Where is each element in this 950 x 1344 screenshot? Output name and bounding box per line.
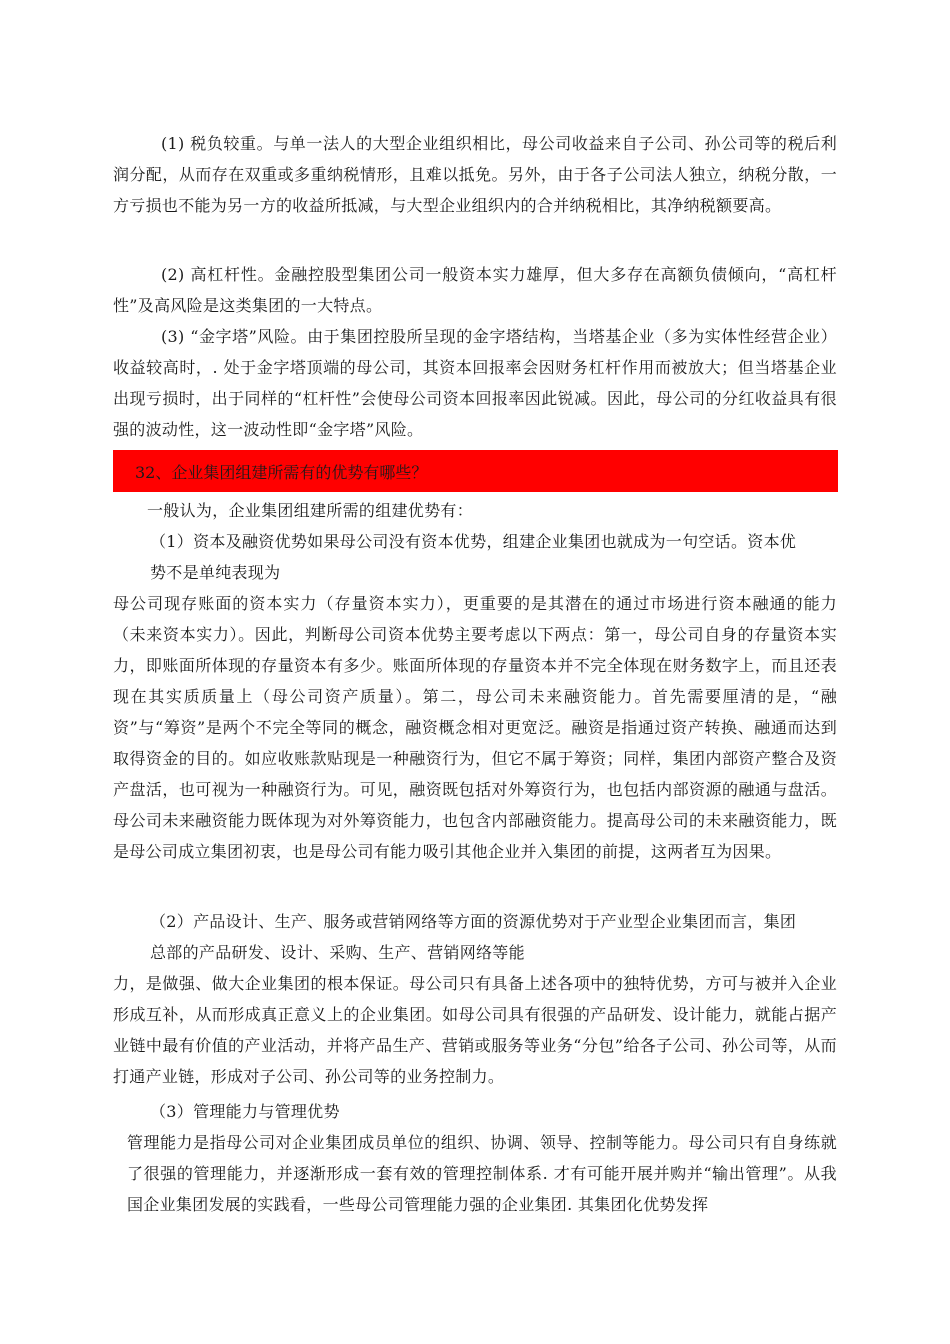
advantage-2-title-line: （2）产品设计、生产、服务或营销网络等方面的资源优势对于产业型企业集团而言，集团	[150, 912, 797, 931]
advantage-3-body: 管理能力是指母公司对企业集团成员单位的组织、协调、领导、控制等能力。母公司只有自身练就了很强的管理能力，并逐渐形成一套有效的管理控制体系. 才有可能开展并购并“输出管理”。从我国企业集团发展的实践看，一些母公司管理能力强的企业集团. 其集团化优势发挥	[127, 1133, 837, 1214]
advantage-3-title: （3）管理能力与管理优势	[150, 1102, 340, 1121]
section-heading: 32、企业集团组建所需有的优势有哪些？	[135, 463, 428, 482]
advantage-1-title-line-2: 势不是单纯表现为	[150, 563, 281, 582]
advantage-1-title-line: （1）资本及融资优势如果母公司没有资本优势，组建企业集团也就成为一句空话。资本优	[150, 532, 797, 551]
advantage-2-title-line-2: 总部的产品研发、设计、采购、生产、营销网络等能	[150, 943, 525, 962]
paragraph-tax-burden: (1) 税负较重。与单一法人的大型企业组织相比，母公司收益来自子公司、孙公司等的税后利润分配，从而存在双重或多重纳税情形，且难以抵免。另外，由于各子公司法人独立，纳税分散，一方亏损也不能为另一方的收益所抵减，与大型企业组织内的合并纳税相比，其净纳税额要高。	[113, 134, 837, 215]
intro-line: 一般认为，企业集团组建所需的组建优势有：	[147, 501, 474, 520]
advantage-1-body: 母公司现存账面的资本实力（存量资本实力），更重要的是其潜在的通过市场进行资本融通的能力（未来资本实力）。因此，判断母公司资本优势主要考虑以下两点：第一，母公司自身的存量资本实力，即账面所体现的存量资本有多少。账面所体现的存量资本并不完全体现在财务数字上，而且还表现在其实质质量上（母公司资产质量）。第二，母公司未来融资能力。首先需要厘清的是，“融资”与“筹资”是两个不完全等同的概念，融资概念相对更宽泛。融资是指通过资产转换、融通而达到取得资金的目的。如应收账款贴现是一种融资行为，但它不属于筹资；同样，集团内部资产整合及资产盘活，也可视为一种融资行为。可见，融资既包括对外筹资行为，也包括内部资源的融通与盘活。母公司未来融资能力既体现为对外筹资能力，也包含内部融资能力。提高母公司的未来融资能力，既是母公司成立集团初衷，也是母公司有能力吸引其他企业并入集团的前提，这两者互为因果。	[113, 594, 837, 861]
paragraph-pyramid-risk: (3) “金字塔”风险。由于集团控股所呈现的金字塔结构，当塔基企业（多为实体性经营企业）收益较高时，. 处于金字塔顶端的母公司，其资本回报率会因财务杠杆作用而被放大；但当塔基企业出现亏损时，出于同样的“杠杆性”会使母公司资本回报率因此锐减。因此，母公司的分红收益具有很强的波动性，这一波动性即“金字塔”风险。	[113, 327, 837, 439]
paragraph-high-leverage: (2) 高杠杆性。金融控股型集团公司一般资本实力雄厚，但大多存在高额负债倾向，“高杠杆性”及高风险是这类集团的一大特点。	[113, 265, 837, 315]
advantage-2-body: 力，是做强、做大企业集团的根本保证。母公司只有具备上述各项中的独特优势，方可与被并入企业形成互补，从而形成真正意义上的企业集团。如母公司具有很强的产品研发、设计能力，就能占据产业链中最有价值的产业活动，并将产品生产、营销或服务等业务“分包”给各子公司、孙公司等，从而打通产业链，形成对子公司、孙公司等的业务控制力。	[113, 974, 837, 1086]
